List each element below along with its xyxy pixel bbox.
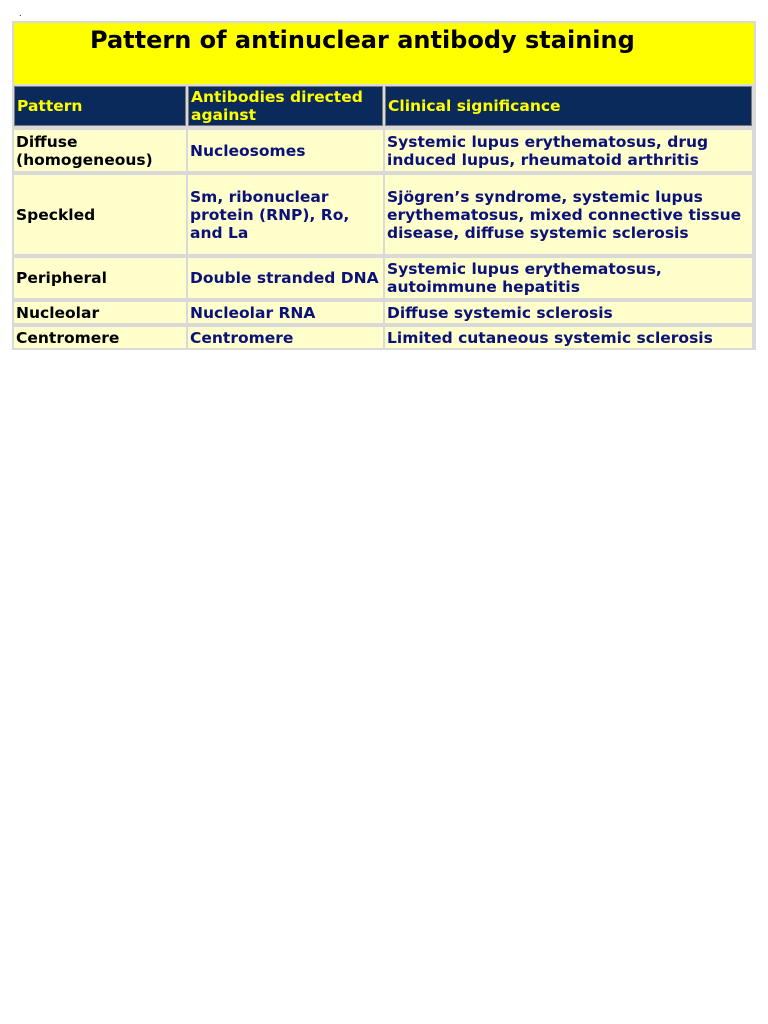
table-title: Pattern of antinuclear antibody staining bbox=[14, 23, 754, 84]
page-mark: . bbox=[19, 9, 22, 18]
row-diffuse-antibodies: Nucleosomes bbox=[188, 130, 383, 171]
row-nucleolar-pattern: Nucleolar bbox=[14, 302, 186, 323]
header-pattern: Pattern bbox=[14, 86, 186, 126]
row-diffuse-significance: Systemic lupus erythematosus, drug induced lupus, rheumatoid arthritis bbox=[385, 130, 752, 171]
table-grid bbox=[14, 86, 754, 348]
header-clinical-significance: Clinical significance bbox=[385, 86, 752, 126]
row-nucleolar-significance: Diffuse systemic sclerosis bbox=[385, 302, 752, 323]
row-peripheral-significance: Systemic lupus erythematosus, autoimmune hepatitis bbox=[385, 258, 752, 298]
row-diffuse-pattern: Diffuse (homogeneous) bbox=[14, 130, 186, 171]
row-peripheral-antibodies: Double stranded DNA bbox=[188, 258, 383, 298]
row-speckled-pattern: Speckled bbox=[14, 175, 186, 254]
row-centromere-significance: Limited cutaneous systemic sclerosis bbox=[385, 327, 752, 348]
row-speckled-significance: Sjögren’s syndrome, systemic lupus erythematosus, mixed connective tissue disease, diffuse systemic sclerosis bbox=[385, 175, 752, 254]
row-centromere-antibodies: Centromere bbox=[188, 327, 383, 348]
row-peripheral-pattern: Peripheral bbox=[14, 258, 186, 298]
row-nucleolar-antibodies: Nucleolar RNA bbox=[188, 302, 383, 323]
header-antibodies: Antibodies directed against bbox=[188, 86, 383, 126]
ana-pattern-table bbox=[12, 21, 756, 350]
row-centromere-pattern: Centromere bbox=[14, 327, 186, 348]
row-speckled-antibodies: Sm, ribonuclear protein (RNP), Ro, and La bbox=[188, 175, 383, 254]
